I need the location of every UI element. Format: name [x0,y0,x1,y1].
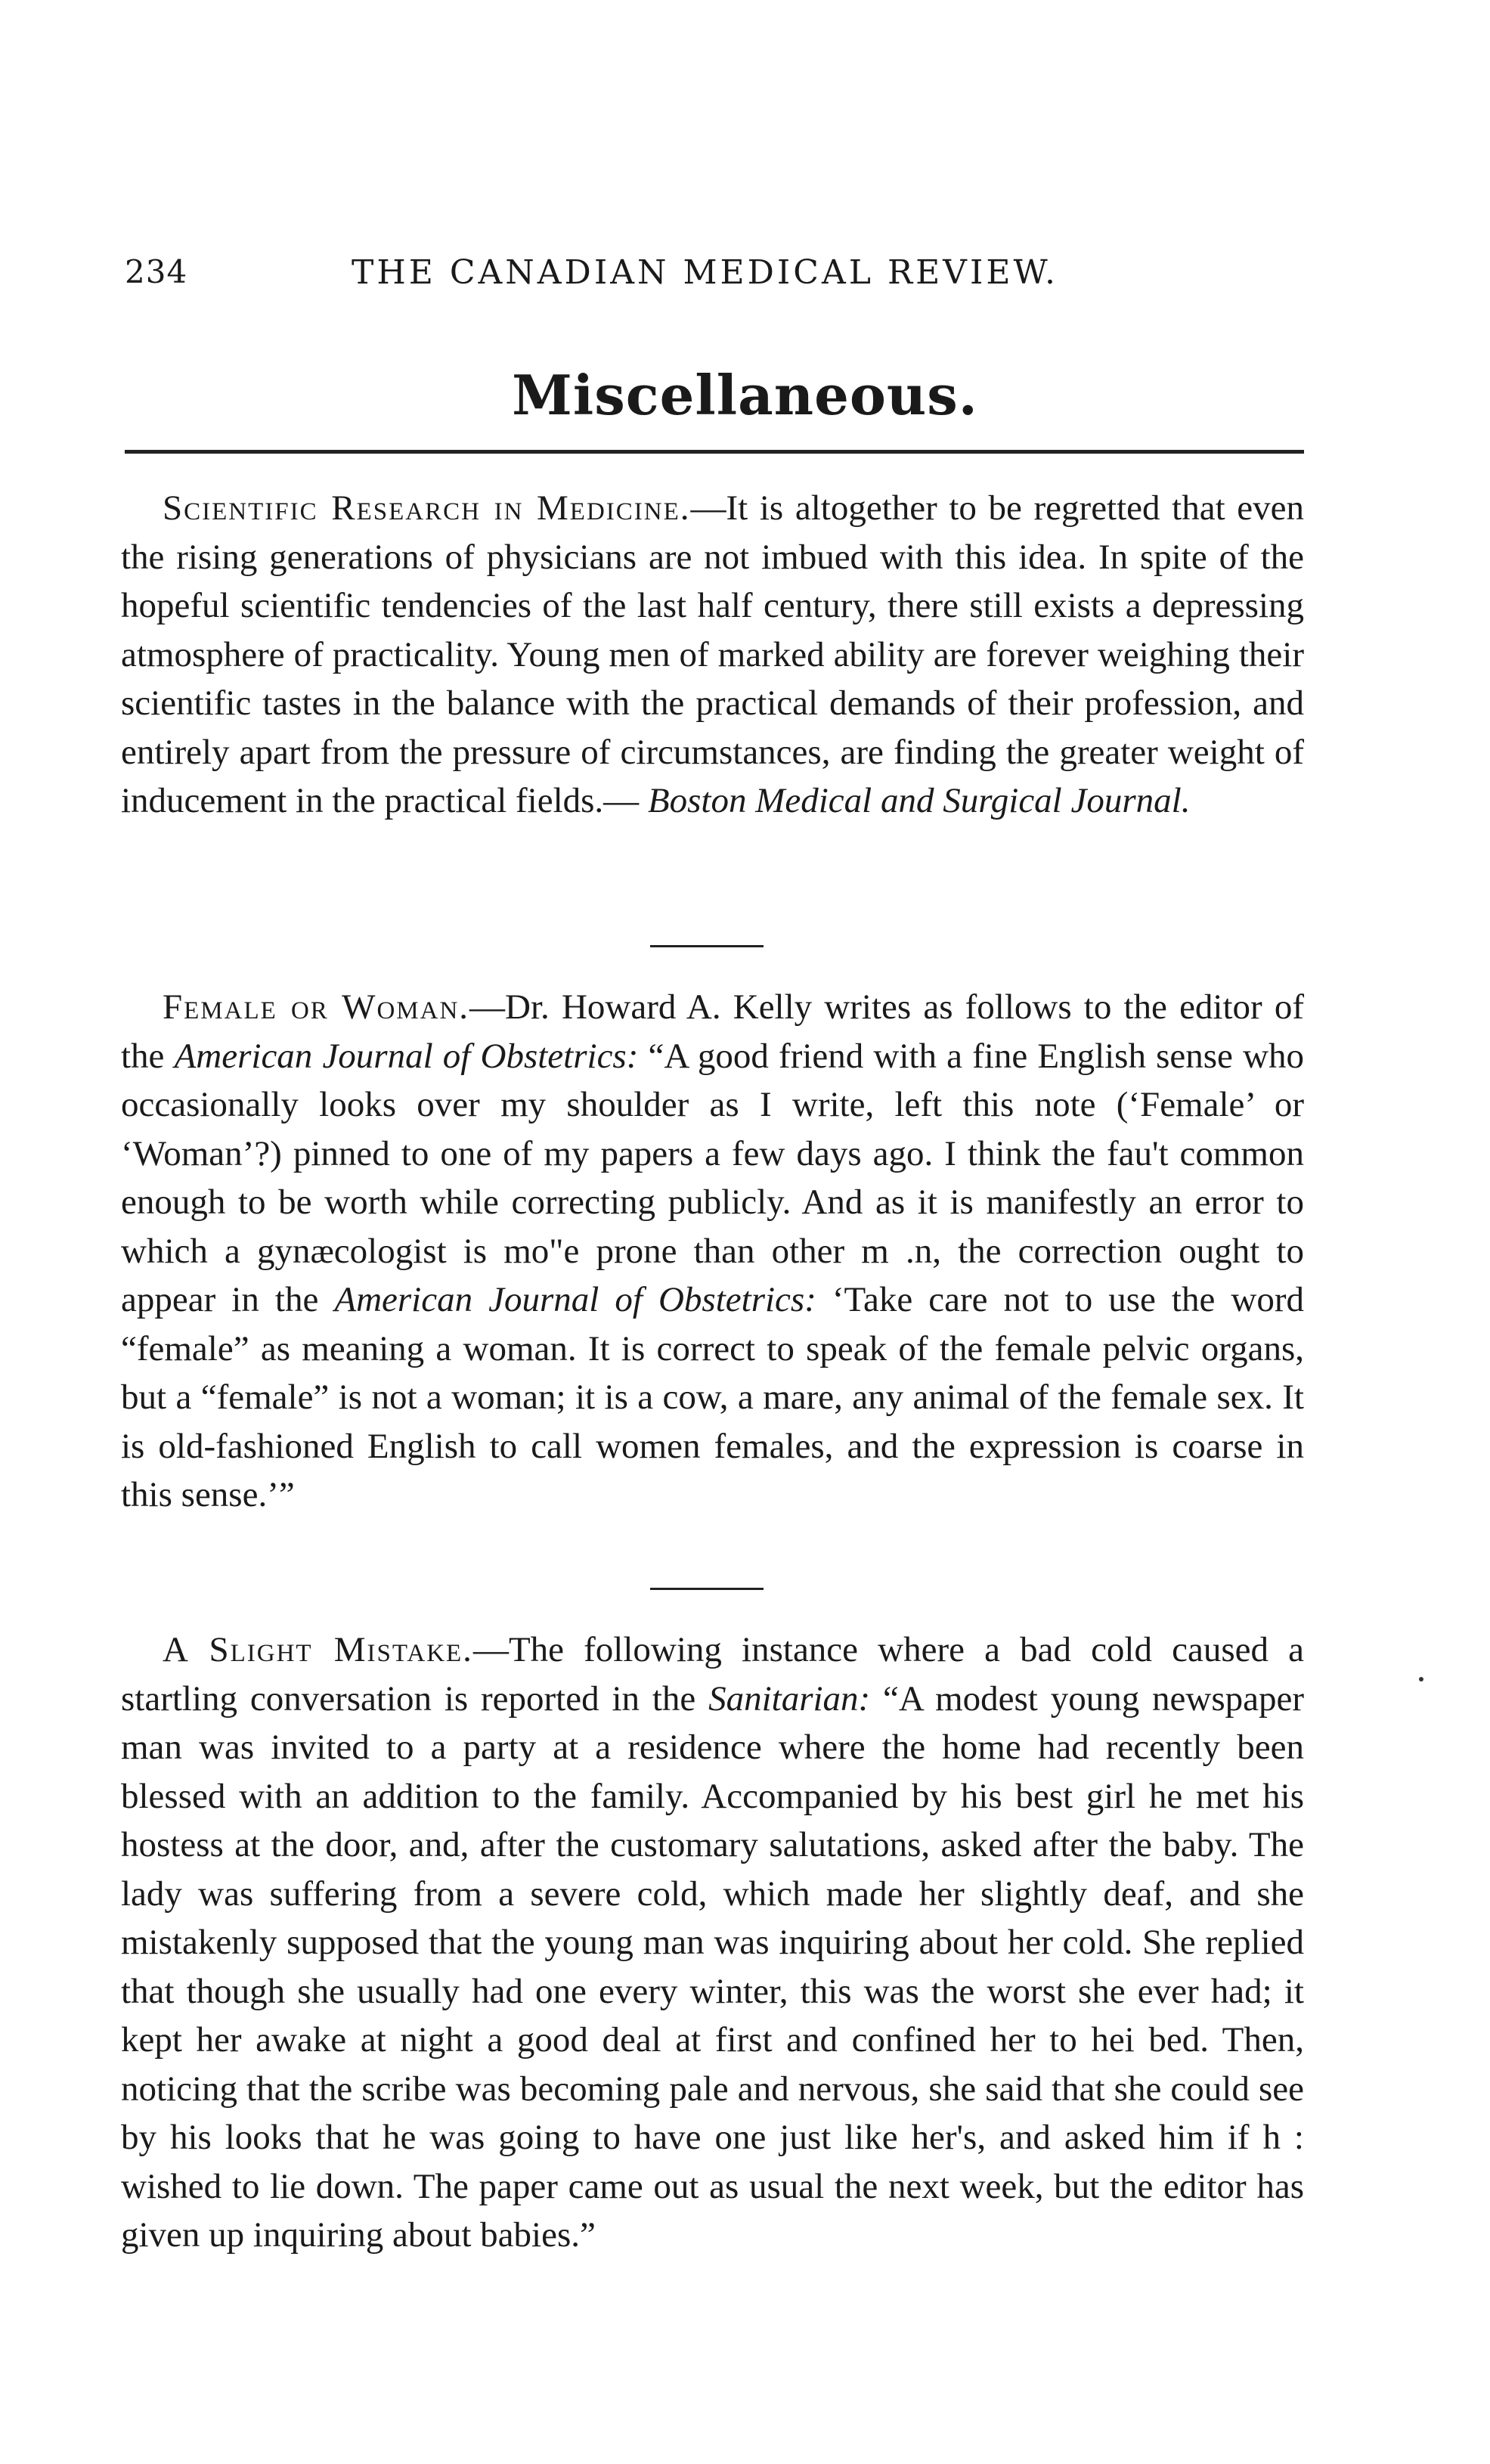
article-body: “A modest young newspaper man was invited to a party at a residence where the home had recently been blessed with an addition to the family. Accompanied by his best girl he met his hostess at the door, and, after the customary salutations, asked after the baby. The lady was suffering from a severe cold, which made her slightly deaf, and she mistakenly supposed that the young man was inquiring about her cold. She replied that though she usually had one every winter, this was the worst she ever had; it kept her awake at night a good deal at first and confined her to hei bed. Then, noticing that the scribe was becoming pale and nervous, she said that she could see by his looks that he was going to have one just like her's, and asked him if h : wished to lie down. The paper came out as usual the next week, but the editor has given up inquiring about babies.” [121,1678,1304,2255]
paper-speck [1419,1677,1423,1681]
article-heading: Female or Woman. [163,987,470,1027]
article-source: Boston Medical and Surgical Journal. [647,781,1191,820]
article-body: “A good friend with a fine English sense who occasionally looks over my shoulder as I write, left this note (‘Female’ or ‘Woman’?) pinned to one of my papers a few days ago. I think the fau't common enough to be worth while correcting publicly. And as it is manifestly an error to which a gynæcologist is mo"e prone than other m .n, the correction ought to appear in the [121,1036,1305,1319]
section-rule [125,450,1304,454]
article-slight-mistake [121,1626,1304,2260]
journal-reference: American Journal of Obstetrics: [174,1036,639,1076]
article-scientific-research [121,484,1304,826]
article-separator [650,1588,764,1590]
page-number: 234 [125,253,188,290]
article-body: —It is altogether to be regretted that even the rising generations of physicians are not imbued with this idea. In spite of the hopeful scientific tendencies of the last half century, there still exists a depressing atmosphere of practicality. Young men of marked ability are forever weighing their scientific tastes in the balance with the practical demands of their profession, and entirely apart from the pressure of circumstances, are finding the greater weight of inducement in the practical fields.— [121,488,1304,820]
article-separator [650,945,764,947]
section-title: Miscellaneous. [512,363,978,427]
article-body: ‘Take care not to use the word “female” as meaning a woman. It is correct to speak of the female pelvic organs, but a “female” is not a woman; it is a cow, a mare, any animal of the female sex. It is old-fashioned English to call women females, and the expression is coarse in this sense.’” [121,1280,1304,1514]
article-body: —The following instance where a bad cold caused a startling conversation is reported in the [121,1630,1304,1719]
article-heading: A Slight Mistake. [163,1630,473,1669]
running-head [125,253,1304,299]
journal-reference: American Journal of Obstetrics: [334,1280,816,1319]
journal-reference: Sanitarian: [708,1678,871,1719]
journal-title: THE CANADIAN MEDICAL REVIEW. [352,253,1058,292]
article-heading: Scientific Research in Medicine. [163,488,691,528]
article-female-or-woman [121,983,1304,1520]
article-body: —Dr. Howard A. Kelly writes as follows to the editor of the [121,987,1305,1076]
